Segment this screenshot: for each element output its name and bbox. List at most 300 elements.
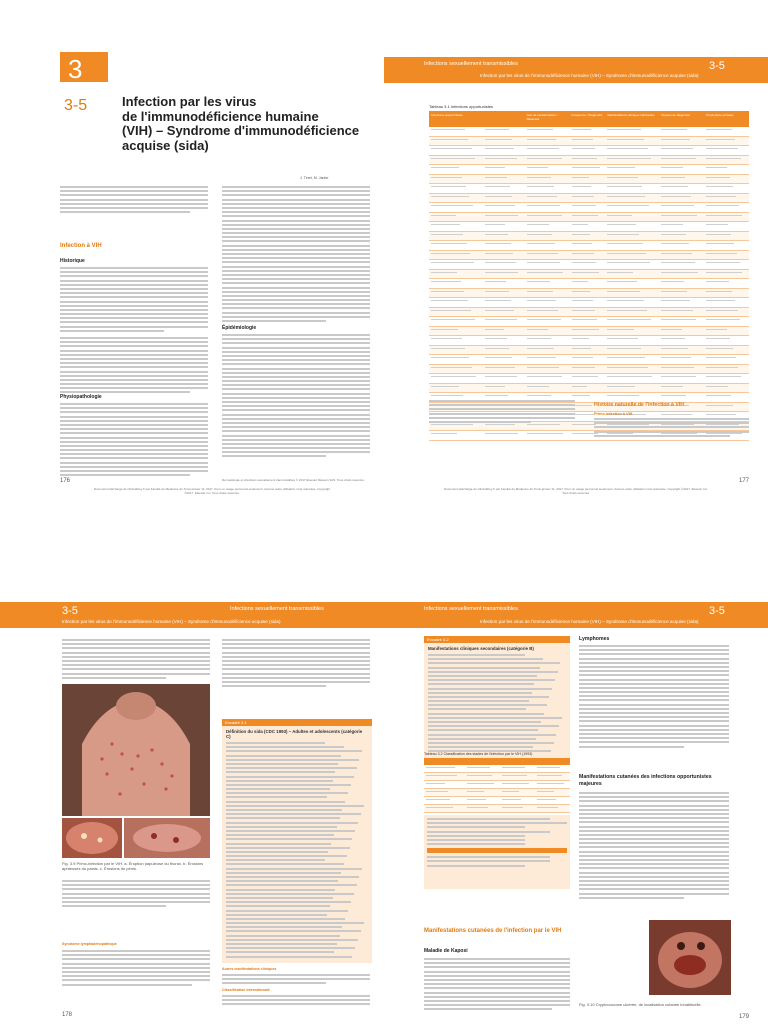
box-line: [428, 654, 525, 656]
table-row: [429, 327, 749, 337]
table-cell: [704, 156, 749, 165]
table-cell: [465, 781, 500, 788]
table-cell: [570, 327, 605, 336]
box-line: [226, 855, 347, 857]
page-title: [122, 95, 372, 153]
table-cell: [424, 765, 465, 772]
table-cell: [525, 355, 570, 364]
table-cell: [659, 374, 704, 383]
table-cell: [429, 156, 483, 165]
box-line: [226, 780, 333, 782]
table-cell: [483, 298, 525, 307]
table-cell: [570, 156, 605, 165]
table-body: [429, 127, 749, 441]
table-cell: [535, 789, 570, 796]
box-line: [226, 872, 341, 874]
table-cell: [525, 194, 570, 203]
table-cell: [465, 789, 500, 796]
subheading-primo-infection: Primo-infection à VIH: [594, 412, 633, 416]
table-cell: [500, 773, 535, 780]
table-cell: [429, 327, 483, 336]
box-line: [226, 880, 338, 882]
table-row: [429, 289, 749, 299]
box-line: [428, 721, 541, 723]
table-row: [429, 317, 749, 327]
table-cell: [525, 203, 570, 212]
box-line: [226, 884, 357, 886]
box-line: [226, 763, 338, 765]
table-cell: [605, 346, 659, 355]
table-row: [429, 279, 749, 289]
box-line: [428, 729, 538, 731]
box-line: [226, 788, 330, 790]
page-179: [384, 512, 768, 1024]
table-cell: [659, 194, 704, 203]
table-cell: [525, 327, 570, 336]
table-notes: [424, 815, 570, 889]
table-cell: [483, 327, 525, 336]
table-cell: [483, 213, 525, 222]
table-cell: [659, 336, 704, 345]
table-body: [424, 765, 570, 813]
table-cell: [704, 346, 749, 355]
table-cell: [525, 251, 570, 260]
running-header: [0, 602, 384, 628]
chapter-number: 3: [68, 54, 83, 84]
top-left-text: [62, 639, 210, 681]
table-cell: [483, 222, 525, 231]
chapter-tab: [60, 52, 108, 82]
box-line: [226, 746, 344, 748]
table-cell: [465, 805, 500, 812]
table-cell: [429, 298, 483, 307]
running-header: [384, 602, 768, 628]
table-cell: [429, 184, 483, 193]
box-line: [428, 696, 549, 698]
top-right-text: [222, 639, 370, 689]
box-line: [226, 792, 348, 794]
page-number: 176: [60, 478, 71, 484]
heading-manifestations-cutanees: Manifestations cutanées de l'infection par le VIH: [424, 928, 562, 934]
table-cell: [525, 165, 570, 174]
heading-physiopathologie: Physiopathologie: [60, 394, 102, 400]
box-line: [428, 746, 533, 748]
page-177: [384, 0, 768, 512]
table-cell: [570, 137, 605, 146]
box-line: [428, 667, 540, 669]
primo-text: [594, 418, 749, 439]
box-line: [226, 776, 354, 778]
box-line: [226, 822, 358, 824]
lymphomes-text: [579, 645, 729, 750]
box-line: [226, 910, 348, 912]
table-cell: [570, 213, 605, 222]
table-cell: [704, 374, 749, 383]
table-cell: [500, 765, 535, 772]
page-number: 179: [739, 1014, 750, 1020]
table-cell: [605, 384, 659, 393]
table-cell: [570, 222, 605, 231]
table-cell: [429, 203, 483, 212]
table-row: [429, 165, 749, 175]
table-cell: [570, 298, 605, 307]
table-row: [429, 137, 749, 147]
table-cell: [483, 374, 525, 383]
table-cell: [570, 251, 605, 260]
table-cell: [704, 365, 749, 374]
box-line: [428, 679, 555, 681]
table-row: [429, 308, 749, 318]
header-title: Infections sexuellement transmissibles: [230, 606, 324, 612]
header-section-number: 3-5: [709, 60, 725, 72]
box-line: [226, 843, 331, 845]
table-cell: [605, 146, 659, 155]
table-cell: [570, 384, 605, 393]
table-cell: [659, 355, 704, 364]
table-cell: [500, 797, 535, 804]
table-cell: [605, 355, 659, 364]
table-cell: [483, 384, 525, 393]
table-cell: [525, 184, 570, 193]
heading-historique: Historique: [60, 258, 85, 264]
col-header: Lieu de contamination / Réservoir: [525, 111, 570, 127]
table-cell: [605, 232, 659, 241]
figure-caption: Fig. 3.10 Cryptococcose ulcérée, de localisation cutanée inhabituelle.: [579, 1002, 702, 1007]
table-cell: [525, 298, 570, 307]
header-title: Infections sexuellement transmissibles: [424, 61, 518, 67]
table-row: [429, 232, 749, 242]
box-line: [226, 914, 327, 916]
box-line: [428, 688, 552, 690]
figure-caption: Fig. 3.9 Primo-infection par le VIH. a. Éruption papuleuse du thorax. b. Érosions aphteuses du palais. c. Érosions du pénis.: [62, 861, 204, 872]
table-cell: [525, 137, 570, 146]
header-subtitle: Infection par les virus de l'immunodéficience humaine (VIH) – Syndrome d'immunodéficience acquise (sida): [62, 619, 281, 624]
table-cell: [424, 789, 465, 796]
table-cell: [429, 374, 483, 383]
table-cell: [483, 317, 525, 326]
box-line: [428, 708, 526, 710]
table-cell: [429, 355, 483, 364]
table-cell: [605, 175, 659, 184]
table-row: [429, 146, 749, 156]
table-cell: [500, 805, 535, 812]
table-cell: [429, 336, 483, 345]
table-cell: [704, 327, 749, 336]
table-cell: [659, 365, 704, 374]
right-column-text: [222, 186, 370, 324]
box-line: [226, 759, 359, 761]
table-cell: [704, 251, 749, 260]
table-cell: [570, 241, 605, 250]
table-cell: [659, 279, 704, 288]
table-row: [429, 355, 749, 365]
table-row: [429, 203, 749, 213]
table-cell: [483, 365, 525, 374]
table-cell: [704, 298, 749, 307]
table-cell: [535, 765, 570, 772]
box-list: [226, 742, 368, 958]
box-line: [226, 750, 362, 752]
table-cell: [525, 146, 570, 155]
heading-histoire-naturelle: Histoire naturelle de l'infection à VIH: [594, 402, 685, 408]
table-cell: [570, 203, 605, 212]
table-cell: [483, 241, 525, 250]
table-caption: Tableau 3.1 Infections opportunistes: [429, 104, 494, 109]
box-line: [226, 755, 341, 757]
table-cell: [704, 403, 749, 412]
table-cell: [605, 222, 659, 231]
box-line: [428, 671, 558, 673]
page-176: [0, 0, 384, 512]
table-cell: [424, 797, 465, 804]
col-header: Fréquence / Diagnostic: [569, 111, 605, 127]
box-line: [226, 901, 351, 903]
table-cell: [704, 355, 749, 364]
bottom-left-text: [62, 880, 210, 909]
table-cell: [704, 137, 749, 146]
table-cell: [659, 393, 704, 402]
table-cell: [570, 393, 605, 402]
box-line: [226, 847, 350, 849]
box-line: [226, 956, 352, 958]
box-line: [428, 658, 543, 660]
table-row: [429, 365, 749, 375]
box-line: [226, 930, 361, 932]
box-line: [226, 922, 364, 924]
subheading-syndrome: Syndrome lymphadénopathique: [62, 942, 117, 946]
table-row: [429, 213, 749, 223]
table-cell: [465, 773, 500, 780]
table-cell: [570, 232, 605, 241]
box-line: [226, 876, 359, 878]
table-cell: [570, 308, 605, 317]
table-cell: [570, 346, 605, 355]
table-cell: [429, 431, 483, 440]
table-cell: [704, 308, 749, 317]
box-line: [226, 893, 354, 895]
table-cell: [429, 165, 483, 174]
intro-text: [60, 186, 208, 215]
table-cell: [704, 184, 749, 193]
opportunistes-text: [579, 792, 729, 901]
table-cell: [659, 308, 704, 317]
table-cell: [483, 232, 525, 241]
table-cell: [500, 781, 535, 788]
copyright-footer: Dermatologie et infections sexuellement transmissibles © 2017 Elsevier Masson SAS. Tous droits réservés.: [222, 478, 365, 482]
box-line: [226, 889, 335, 891]
stage-classification-table: [424, 752, 570, 889]
box-line: [428, 734, 556, 736]
table-cell: [570, 194, 605, 203]
table-cell: [704, 222, 749, 231]
box-line: [226, 838, 352, 840]
table-cell: [424, 805, 465, 812]
table-cell: [605, 317, 659, 326]
table-cell: [483, 260, 525, 269]
figure-3-9c-photo: [124, 818, 210, 858]
table-cell: [605, 260, 659, 269]
table-cell: [659, 184, 704, 193]
table-cell: [429, 222, 483, 231]
download-footer: Document téléchargé de ClinicalKey.fr par Faculté de Médecine de Tunis janvier 11, 2017. Pour un usage personnel seulement. Aucune autre utilisation n'est autorisée. Copyright ©2017. Elsevier Inc. Tous droits réservés.: [444, 487, 708, 495]
table-cell: [659, 327, 704, 336]
box-line: [226, 947, 355, 949]
table-row: [429, 336, 749, 346]
table-row: [424, 765, 570, 773]
box-line: [226, 905, 330, 907]
table-cell: [500, 789, 535, 796]
table-cell: [570, 184, 605, 193]
table-cell: [704, 213, 749, 222]
table-header-row: [429, 111, 749, 127]
box-title: Définition du sida (CDC 1993) – Adultes et adolescents (catégorie C): [226, 729, 363, 739]
box-line: [226, 943, 337, 945]
opportunistic-infections-table: [429, 104, 749, 441]
table-cell: [525, 431, 570, 440]
table-cell: [525, 213, 570, 222]
table-cell: [525, 308, 570, 317]
secondary-manifestations-box: [424, 636, 570, 758]
table-cell: [704, 393, 749, 402]
historique-text: [60, 267, 208, 396]
table-cell: [429, 175, 483, 184]
table-row: [429, 270, 749, 280]
table-cell: [535, 773, 570, 780]
syndrome-text: [62, 950, 210, 988]
table-cell: [429, 146, 483, 155]
table-cell: [605, 365, 659, 374]
table-row: [429, 127, 749, 137]
box-line: [226, 813, 361, 815]
table-cell: [704, 289, 749, 298]
box-line: [226, 868, 362, 870]
table-cell: [483, 270, 525, 279]
table-cell: [483, 346, 525, 355]
table-cell: [525, 222, 570, 231]
table-cell: [659, 127, 704, 136]
table-cell: [570, 146, 605, 155]
box-line: [226, 784, 351, 786]
box-title: Manifestations cliniques secondaires (catégorie B): [428, 646, 534, 651]
table-row: [429, 184, 749, 194]
box-line: [226, 951, 334, 953]
heading-infections-opportunistes: Manifestations cutanées des infections opportunistes majeures: [579, 774, 712, 787]
box-line: [226, 859, 325, 861]
table-cell: [483, 289, 525, 298]
box-line: [226, 767, 357, 769]
box-line: [226, 897, 333, 899]
table-cell: [605, 194, 659, 203]
table-cell: [605, 393, 659, 402]
table-cell: [424, 773, 465, 780]
col-header: Infections opportunistes: [429, 111, 483, 127]
box-label: Encadré 3.2: [424, 636, 570, 643]
subheading-kaposi: Maladie de Kaposi: [424, 948, 468, 954]
table-cell: [704, 241, 749, 250]
table-cell: [605, 203, 659, 212]
table-cell: [605, 184, 659, 193]
table-cell: [659, 298, 704, 307]
table-cell: [605, 137, 659, 146]
table-cell: [570, 317, 605, 326]
table-cell: [429, 308, 483, 317]
table-cell: [483, 336, 525, 345]
box-line: [226, 863, 344, 865]
table-cell: [659, 156, 704, 165]
table-cell: [483, 194, 525, 203]
table-cell: [483, 165, 525, 174]
box-label: Encadré 3.1: [222, 719, 372, 726]
table-cell: [605, 270, 659, 279]
header-section-number: 3-5: [62, 605, 78, 617]
table-cell: [704, 279, 749, 288]
table-cell: [659, 203, 704, 212]
box-line: [428, 742, 554, 744]
table-cell: [429, 213, 483, 222]
table-cell: [570, 270, 605, 279]
box-line: [226, 939, 358, 941]
table-cell: [570, 365, 605, 374]
table-cell: [570, 289, 605, 298]
table-cell: [659, 384, 704, 393]
table-cell: [570, 355, 605, 364]
table-cell: [659, 232, 704, 241]
table-cell: [429, 260, 483, 269]
table-cell: [535, 805, 570, 812]
download-footer: Document téléchargé de ClinicalKey.fr par Faculté de Médecine de Tunis janvier 11, 2017. Pour un usage personnel seulement. Aucune autre utilisation n'est autorisée. Copyright ©2017. Elsevier Inc. Tous droits réservés.: [93, 487, 331, 495]
header-subtitle: Infection par les virus de l'immunodéficience humaine (VIH) – Syndrome d'immunodéficience acquise (sida): [480, 73, 699, 78]
table-cell: [704, 232, 749, 241]
table-cell: [429, 127, 483, 136]
table-cell: [483, 203, 525, 212]
table-cell: [605, 213, 659, 222]
box-line: [428, 700, 529, 702]
table-cell: [483, 175, 525, 184]
table-cell: [659, 260, 704, 269]
box-line: [428, 713, 544, 715]
table-cell: [429, 289, 483, 298]
table-row: [424, 805, 570, 813]
box-line: [226, 926, 342, 928]
figure-3-9b-photo: [62, 818, 122, 858]
table-cell: [704, 384, 749, 393]
box-line: [226, 742, 325, 744]
table-cell: [483, 137, 525, 146]
table-cell: [659, 251, 704, 260]
table-cell: [704, 317, 749, 326]
table-cell: [483, 146, 525, 155]
table-row: [429, 346, 749, 356]
table-cell: [535, 797, 570, 804]
kaposi-text: [424, 958, 570, 1012]
authors: J. Tirrel, M. Janier: [300, 176, 329, 180]
table-caption: Tableau 3.2 Classification des stades de l'infection par le VIH (1993): [424, 752, 533, 756]
table-cell: [525, 260, 570, 269]
table-cell: [659, 289, 704, 298]
title-line: Infection par les virus: [122, 94, 257, 109]
table-cell: [659, 346, 704, 355]
heading-autres: Autres manifestations cliniques: [222, 967, 277, 971]
table-cell: [704, 127, 749, 136]
table-cell: [525, 336, 570, 345]
table-row: [424, 789, 570, 797]
epidemio-text: [222, 334, 370, 460]
table-cell: [704, 175, 749, 184]
table-cell: [465, 765, 500, 772]
table-cell: [659, 146, 704, 155]
table-cell: [429, 270, 483, 279]
box-line: [226, 801, 345, 803]
